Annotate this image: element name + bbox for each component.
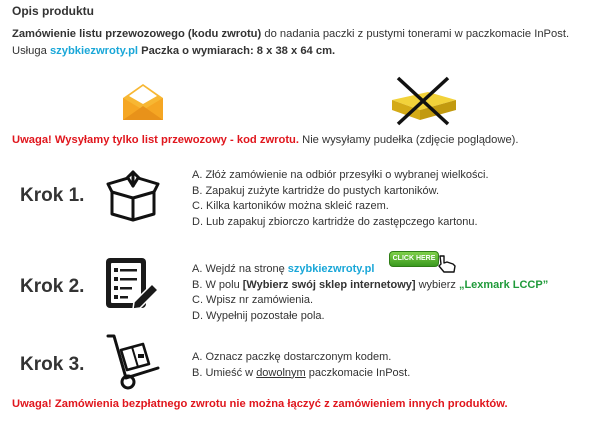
szybkiezwroty-link[interactable]: szybkiezwroty.pl <box>49 45 139 57</box>
step-2-site-link[interactable]: szybkiezwroty.pl <box>287 263 375 275</box>
lexmark-option: „Lexmark LCCP” <box>458 278 549 291</box>
form-edit-icon <box>104 256 162 312</box>
envelope-icon <box>120 82 166 122</box>
step-1-item-d: D. Lub zapakuj zbiorczo kartridże do zastępczego kartonu. <box>192 215 478 228</box>
step-3-item-b <box>192 366 410 382</box>
hand-pointer-icon <box>436 254 458 274</box>
step-3-list <box>192 350 410 381</box>
step-3-label: Krok 3. <box>20 354 85 375</box>
product-intro <box>12 26 597 60</box>
step-2-a-text: A. Wejdź na stronę <box>192 263 288 275</box>
step-2-item-a <box>192 262 548 278</box>
step-1-label: Krok 1. <box>20 185 85 206</box>
step-1-item-b: B. Zapakuj zużyte kartridże do pustych kartoników. <box>192 184 440 197</box>
intro-text: do nadania paczki z pustymi tonerami w paczkomacie InPost. <box>261 28 570 40</box>
intro-prefix: Usługa <box>12 45 50 57</box>
intro-bold: Zamówienie listu przewozowego (kodu zwrotu) <box>12 28 262 40</box>
step-1-list <box>192 168 489 230</box>
open-box-icon <box>106 168 160 222</box>
hand-truck-icon <box>104 332 164 392</box>
footer-warning: Uwaga! Zamówienia bezpłatnego zwrotu nie można łączyć z zamówieniem innych produktów. <box>12 398 508 410</box>
step-2-list <box>192 262 548 324</box>
step-3-b-rest: paczkomacie InPost. <box>305 366 411 379</box>
package-size: Paczka o wymiarach: 8 x 38 x 64 cm. <box>138 45 336 57</box>
step-3-item-a: A. Oznacz paczkę dostarczonym kodem. <box>192 351 392 363</box>
step-1-item-a: A. Złóż zamówienie na odbiór przesyłki o wybranej wielkości. <box>192 169 489 181</box>
shipping-warning: Uwaga! Wysyłamy tylko list przewozowy - kod zwrotu. <box>12 134 299 146</box>
step-1-item-c: C. Kilka kartoników można skleić razem. <box>192 200 389 213</box>
step-2-item-c: C. Wpisz nr zamówienia. <box>192 294 314 307</box>
step-2-item-d: D. Wypełnij pozostałe pola. <box>192 309 325 322</box>
step-2-label: Krok 2. <box>20 276 85 297</box>
step-2-b-text: B. W polu <box>192 278 243 291</box>
step-2-b-mid: wybierz <box>415 278 459 291</box>
any-locker-emphasis: dowolnym <box>256 366 306 379</box>
section-title: Opis produktu <box>12 4 94 18</box>
step-3-b-text: B. Umieść w <box>192 366 257 379</box>
shipping-notice <box>12 134 519 146</box>
shipping-note: Nie wysyłamy pudełka (zdjęcie poglądowe). <box>299 134 519 146</box>
click-here-button[interactable]: CLICK HERE <box>389 251 439 267</box>
store-field-name: [Wybierz swój sklep internetowy] <box>242 278 416 291</box>
step-2-item-b <box>192 278 548 294</box>
crossed-box-icon <box>378 74 464 128</box>
